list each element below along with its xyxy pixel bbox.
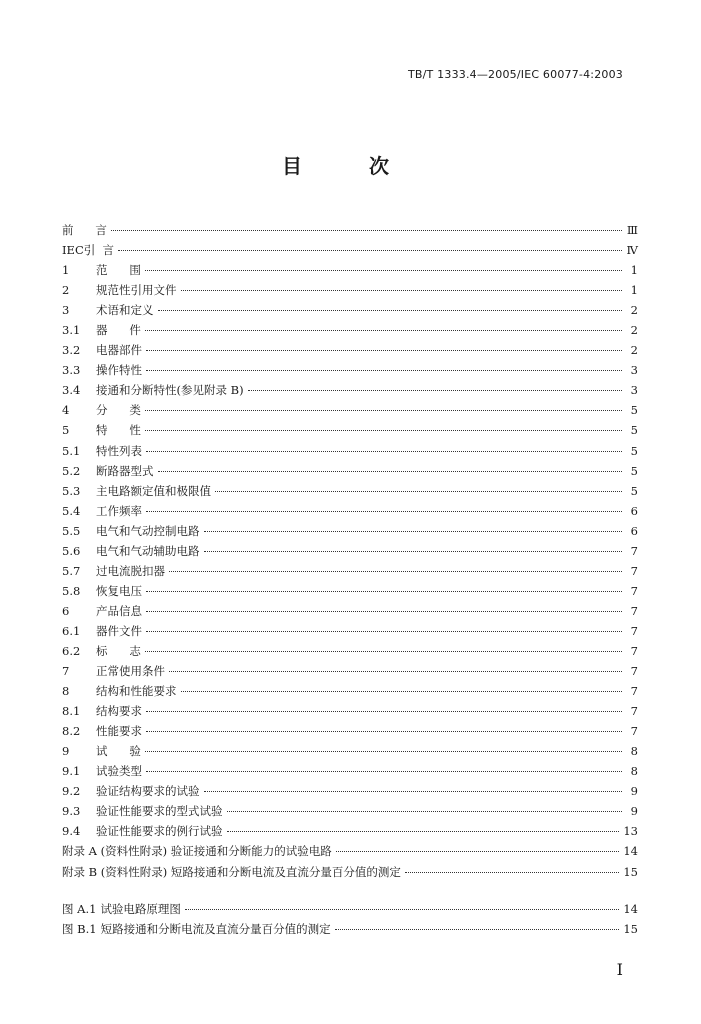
toc-entry-label: 附录 B (资料性附录) 短路接通和分断电流及直流分量百分值的测定: [62, 864, 401, 879]
toc-entry-label: 附录 A (资料性附录) 验证接通和分断能力的试验电路: [62, 844, 332, 859]
dot-leader: [158, 471, 623, 472]
toc-entry-label: 工作频率: [96, 503, 142, 518]
dot-leader: [146, 511, 622, 512]
toc-entry[interactable]: [62, 300, 638, 320]
toc-entry-page: 1: [630, 263, 638, 278]
toc-entry-label: 产品信息: [96, 603, 142, 618]
toc-entry[interactable]: [62, 621, 638, 641]
toc-entry-label: IEC引 言: [62, 243, 115, 258]
toc-entry-number: 3.2: [62, 343, 81, 358]
toc-entry-label: 断路器型式: [96, 463, 154, 478]
dot-leader: [204, 551, 623, 552]
toc-entry-page: 7: [630, 623, 638, 638]
toc-entry[interactable]: [62, 781, 638, 801]
toc-entry-number: 5.3: [62, 483, 81, 498]
toc-entry-label: 验证性能要求的型式试验: [96, 804, 223, 819]
toc-entry-number: 6.1: [62, 623, 81, 638]
toc-entry-page: 2: [630, 323, 638, 338]
toc-entry-label: 规范性引用文件: [96, 283, 177, 298]
toc-entry-label: 验证结构要求的试验: [96, 784, 200, 799]
toc-entry-page: 15: [623, 864, 638, 879]
toc-entry[interactable]: [62, 661, 638, 681]
dot-leader: [146, 771, 622, 772]
page-title: 目 次: [282, 154, 419, 178]
toc-entry-page: 7: [630, 724, 638, 739]
toc-entry-number: 8.2: [62, 724, 81, 739]
toc-entry-page: 9: [630, 784, 638, 799]
toc-entry-number: 4: [62, 403, 70, 418]
dot-leader: [335, 929, 620, 930]
toc-entry-page: 1: [630, 283, 638, 298]
toc-entry-label: 器 件: [96, 323, 141, 338]
toc-entry-page: 3: [630, 363, 638, 378]
toc-entry-page: 6: [630, 523, 638, 538]
toc-entry-label: 接通和分断特性(参见附录 B): [96, 383, 244, 398]
toc-entry-number: 5.7: [62, 563, 81, 578]
toc-entry[interactable]: [62, 721, 638, 741]
toc-entry-label: 操作特性: [96, 363, 142, 378]
toc-entry[interactable]: [62, 240, 638, 260]
toc-entry-label: 正常使用条件: [96, 664, 165, 679]
dot-leader: [215, 491, 622, 492]
toc-entry-label: 术语和定义: [96, 303, 154, 318]
toc-entry[interactable]: [62, 461, 638, 481]
toc-entry[interactable]: [62, 260, 638, 280]
toc-entry-page: 15: [623, 922, 638, 937]
toc-entry-page: 5: [630, 423, 638, 438]
toc-entry[interactable]: [62, 681, 638, 701]
toc-entry[interactable]: [62, 821, 638, 841]
toc-entry-page: 5: [630, 443, 638, 458]
figure-list: [62, 899, 638, 939]
toc-entry[interactable]: [62, 701, 638, 721]
toc-entry-label: 验证性能要求的例行试验: [96, 824, 223, 839]
toc-entry-page: 7: [630, 603, 638, 618]
toc-entry-number: 5: [62, 423, 70, 438]
toc-entry-label: 电器部件: [96, 343, 142, 358]
dot-leader: [204, 791, 623, 792]
toc-entry-number: 3.3: [62, 363, 81, 378]
toc-entry-page: 14: [623, 844, 638, 859]
toc-entry[interactable]: [62, 581, 638, 601]
toc-entry-page: Ⅳ: [626, 243, 638, 258]
toc-entry[interactable]: [62, 641, 638, 661]
toc-entry-label: 主电路额定值和极限值: [96, 483, 211, 498]
toc-entry-page: 7: [630, 543, 638, 558]
toc-entry-number: 9.1: [62, 764, 81, 779]
toc-entry-number: 5.4: [62, 503, 81, 518]
toc-entry-page: 6: [630, 503, 638, 518]
toc-entry-number: 5.6: [62, 543, 81, 558]
dot-leader: [146, 711, 622, 712]
toc-entry-page: 13: [623, 824, 638, 839]
toc-entry-number: 3.1: [62, 323, 81, 338]
toc-entry-number: 1: [62, 263, 70, 278]
toc-entry-number: 9.3: [62, 804, 81, 819]
dot-leader: [204, 531, 623, 532]
dot-leader: [146, 731, 622, 732]
toc-entry[interactable]: [62, 741, 638, 761]
dot-leader: [145, 751, 622, 752]
toc-entry-number: 7: [62, 664, 70, 679]
toc-entry[interactable]: [62, 481, 638, 501]
page-folio: I: [616, 960, 623, 979]
toc-entry-page: 8: [630, 764, 638, 779]
standard-number-header: TB/T 1333.4—2005/IEC 60077-4:2003: [407, 68, 623, 81]
dot-leader: [181, 290, 623, 291]
toc-entry-number: 3.4: [62, 383, 81, 398]
toc-entry-number: 5.1: [62, 443, 81, 458]
toc-entry-page: 7: [630, 643, 638, 658]
dot-leader: [146, 350, 622, 351]
toc-entry-number: 2: [62, 283, 70, 298]
toc-entry-page: 3: [630, 383, 638, 398]
dot-leader: [158, 310, 623, 311]
toc-entry-number: 8.1: [62, 704, 81, 719]
toc-entry-number: 6.2: [62, 643, 81, 658]
toc-entry-label: 性能要求: [96, 724, 142, 739]
toc-entry-label: 短路接通和分断电流及直流分量百分值的测定: [100, 922, 331, 937]
toc-entry-number: 5.5: [62, 523, 81, 538]
dot-leader: [169, 571, 622, 572]
toc-entry[interactable]: [62, 280, 638, 300]
toc-entry-label: 特性列表: [96, 443, 142, 458]
toc-entry-page: 5: [630, 483, 638, 498]
dot-leader: [248, 390, 622, 391]
toc-entry[interactable]: [62, 501, 638, 521]
toc-entry[interactable]: [62, 340, 638, 360]
toc-entry[interactable]: [62, 761, 638, 781]
toc-entry[interactable]: [62, 601, 638, 621]
dot-leader: [146, 591, 622, 592]
toc-entry[interactable]: [62, 541, 638, 561]
dot-leader: [145, 330, 622, 331]
toc-entry-page: 7: [630, 563, 638, 578]
toc-entry-page: 8: [630, 744, 638, 759]
toc-entry-page: Ⅲ: [626, 223, 638, 237]
toc-entry[interactable]: [62, 899, 638, 919]
toc-entry-label: 前 言: [62, 223, 107, 237]
toc-entry-page: 2: [630, 343, 638, 358]
toc-entry[interactable]: [62, 521, 638, 541]
toc-entry-number: 5.8: [62, 583, 81, 598]
toc-entry-label: 特 性: [96, 423, 141, 438]
toc-entry-page: 14: [623, 902, 638, 916]
toc-entry-page: 5: [630, 463, 638, 478]
toc-entry-number: 图 A.1: [62, 902, 97, 916]
toc-entry-label: 器件文件: [96, 623, 142, 638]
toc-entry[interactable]: [62, 862, 638, 882]
toc-entry-label: 试验类型: [96, 764, 142, 779]
toc-entry[interactable]: [62, 841, 638, 861]
dot-leader: [146, 611, 622, 612]
dot-leader: [146, 451, 622, 452]
toc-entry[interactable]: [62, 220, 638, 240]
toc-entry-number: 9.4: [62, 824, 81, 839]
dot-leader: [145, 651, 622, 652]
dot-leader: [146, 370, 622, 371]
toc-entry-label: 试验电路原理图: [100, 902, 181, 916]
toc-entry-number: 9: [62, 744, 70, 759]
toc-entry[interactable]: [62, 420, 638, 440]
dot-leader: [145, 430, 622, 431]
toc-entry[interactable]: [62, 400, 638, 420]
dot-leader: [111, 230, 622, 231]
dot-leader: [146, 631, 622, 632]
toc-entry-label: 范 围: [96, 263, 141, 278]
toc-entry-number: 图 B.1: [62, 922, 97, 937]
toc-entry[interactable]: [62, 801, 638, 821]
toc-entry-label: 过电流脱扣器: [96, 563, 165, 578]
toc-entry[interactable]: [62, 380, 638, 400]
toc-entry-page: 7: [630, 704, 638, 719]
toc-entry-number: 9.2: [62, 784, 81, 799]
dot-leader: [181, 691, 623, 692]
toc-entry[interactable]: [62, 561, 638, 581]
toc-entry-page: 7: [630, 684, 638, 699]
toc-entry[interactable]: [62, 360, 638, 380]
toc-entry-number: 5.2: [62, 463, 81, 478]
toc-entry-label: 试 验: [96, 744, 141, 759]
dot-leader: [405, 872, 619, 873]
toc-entry-page: 5: [630, 403, 638, 418]
dot-leader: [145, 410, 622, 411]
toc-entry-page: 7: [630, 583, 638, 598]
toc-entry-label: 结构要求: [96, 704, 142, 719]
table-of-contents: [62, 220, 638, 882]
toc-entry-number: 8: [62, 684, 70, 699]
dot-leader: [227, 811, 623, 812]
toc-entry-page: 2: [630, 303, 638, 318]
toc-entry-page: 7: [630, 664, 638, 679]
toc-entry-number: 3: [62, 303, 70, 318]
dot-leader: [185, 909, 619, 910]
toc-entry-number: 6: [62, 603, 70, 618]
toc-entry-label: 分 类: [96, 403, 141, 418]
toc-entry[interactable]: [62, 320, 638, 340]
toc-entry-label: 电气和气动辅助电路: [96, 543, 200, 558]
dot-leader: [118, 250, 622, 251]
dot-leader: [169, 671, 622, 672]
dot-leader: [227, 831, 620, 832]
toc-entry[interactable]: [62, 919, 638, 939]
toc-entry-page: 9: [630, 804, 638, 819]
toc-entry-label: 恢复电压: [96, 583, 142, 598]
toc-entry-label: 电气和气动控制电路: [96, 523, 200, 538]
toc-entry[interactable]: [62, 441, 638, 461]
toc-entry-label: 标 志: [96, 643, 141, 658]
toc-entry-label: 结构和性能要求: [96, 684, 177, 699]
dot-leader: [336, 851, 620, 852]
dot-leader: [145, 270, 622, 271]
